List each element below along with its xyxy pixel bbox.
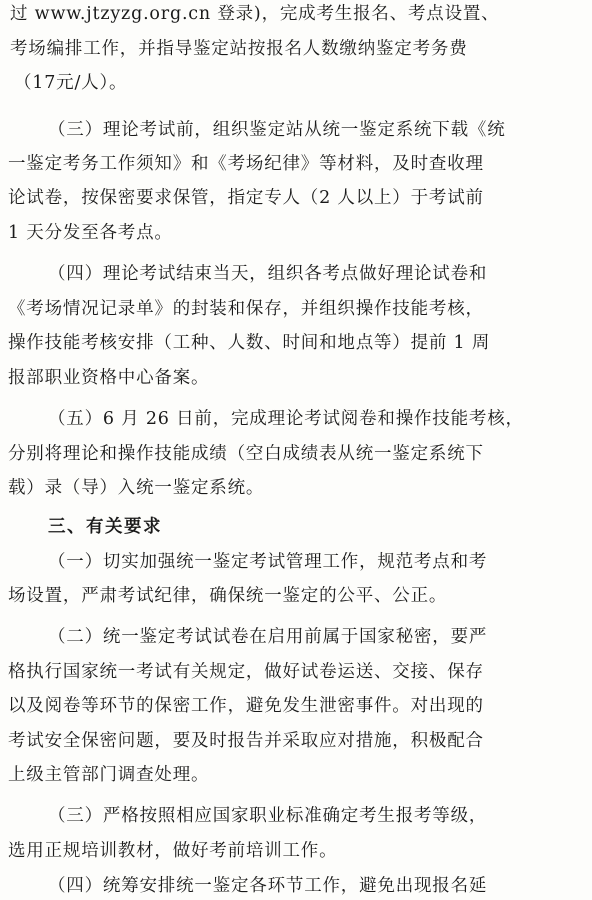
para3-line-3: 操作技能考核安排（工种、人数、时间和地点等）提前 1 周 — [8, 333, 491, 353]
para6-line-2: 格执行国家统一考试有关规定，做好试卷运送、交接、保存 — [8, 662, 484, 682]
section-heading: 三、有关要求 — [48, 517, 162, 537]
para5-line-2: 场设置，严肃考试纪律，确保统一鉴定的公平、公正。 — [8, 586, 448, 606]
para2-line-3: 论试卷，按保密要求保管，指定专人（2 人以上）于考试前 — [8, 188, 484, 208]
para4-line-1: （五）6 月 26 日前，完成理论考试阅卷和操作技能考核， — [48, 409, 524, 429]
para1-line-3: （17元/人）。 — [14, 73, 128, 93]
para3-line-2: 《考场情况记录单》的封装和保存，并组织操作技能考核， — [8, 299, 484, 319]
para2-line-1: （三）理论考试前，组织鉴定站从统一鉴定系统下载《统 — [48, 120, 506, 140]
para2-line-4: 1 天分发至各考点。 — [8, 223, 173, 243]
para2-line-2: 一鉴定考务工作须知》和《考场纪律》等材料，及时查收理 — [8, 154, 484, 174]
para7-line-1: （三）严格按照相应国家职业标准确定考生报考等级， — [48, 806, 488, 826]
para8-line-1: （四）统筹安排统一鉴定各环节工作，避免出现报名延 — [48, 876, 488, 896]
para5-line-1: （一）切实加强统一鉴定考试管理工作，规范考点和考 — [48, 552, 488, 572]
para7-line-2: 选用正规培训教材，做好考前培训工作。 — [8, 841, 338, 861]
para4-line-3: 载）录（导）入统一鉴定系统。 — [8, 478, 265, 498]
para6-line-1: （二）统一鉴定考试试卷在启用前属于国家秘密，要严 — [48, 627, 488, 647]
para1-line-1: 过 www.jtzyzg.org.cn 登录)，完成考生报名、考点设置、 — [10, 4, 500, 24]
para3-line-4: 报部职业资格中心备案。 — [8, 368, 210, 388]
para6-line-5: 上级主管部门调查处理。 — [8, 765, 210, 785]
para3-line-1: （四）理论考试结束当天，组织各考点做好理论试卷和 — [48, 264, 488, 284]
para6-line-4: 考试安全保密问题，要及时报告并采取应对措施，积极配合 — [8, 731, 484, 751]
para6-line-3: 以及阅卷等环节的保密工作，避免发生泄密事件。对出现的 — [8, 696, 484, 716]
para1-line-2: 考场编排工作，并指导鉴定站按报名人数缴纳鉴定考务费 — [10, 39, 468, 59]
para4-line-2: 分别将理论和操作技能成绩（空白成绩表从统一鉴定系统下 — [8, 444, 484, 464]
